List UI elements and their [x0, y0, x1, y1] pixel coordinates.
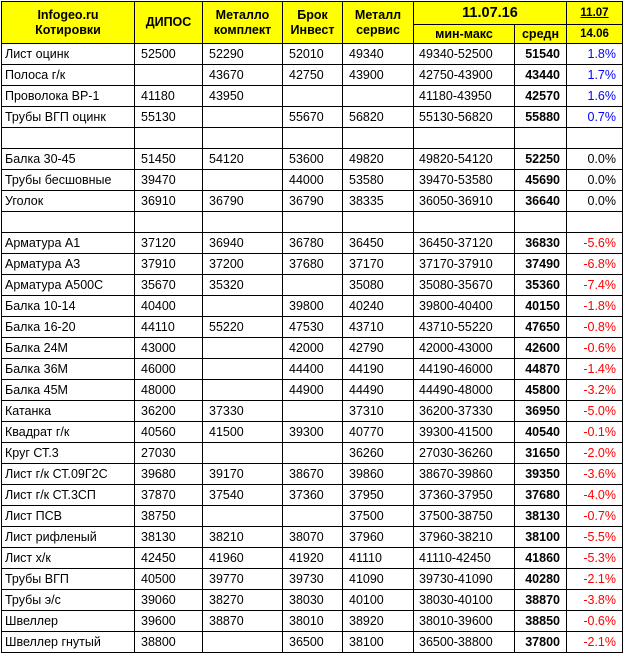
table-row: [2, 569, 623, 590]
product-name-cell: Круг СТ.3: [2, 443, 135, 464]
price-avg-cell: 37680: [515, 485, 567, 506]
price-brokinvest-cell: 36500: [283, 632, 343, 653]
price-metallokomplekt-cell: 41960: [203, 548, 283, 569]
spacer-row: [2, 212, 623, 233]
price-range-cell: 43710-55220: [414, 317, 515, 338]
table-row: [2, 611, 623, 632]
price-metallokomplekt-cell: 37330: [203, 401, 283, 422]
prev-date-header-top: 11.07: [567, 2, 623, 25]
price-brokinvest-cell: 37360: [283, 485, 343, 506]
product-name-cell: Арматура А3: [2, 254, 135, 275]
table-row: [2, 275, 623, 296]
change-cell: -1.8%: [567, 296, 623, 317]
price-brokinvest-cell: 42750: [283, 65, 343, 86]
price-range-cell: 49340-52500: [414, 44, 515, 65]
col-header-diposs: ДИПОС: [135, 2, 203, 44]
empty-cell: [414, 212, 515, 233]
price-metallservis-cell: 37960: [343, 527, 414, 548]
empty-cell: [283, 128, 343, 149]
table-row: [2, 527, 623, 548]
col-header-metallservis: Металл сервис: [343, 2, 414, 44]
change-cell: -0.8%: [567, 317, 623, 338]
price-range-cell: 27030-36260: [414, 443, 515, 464]
brand-name: Infogeo.ru: [37, 7, 99, 22]
table-row: [2, 401, 623, 422]
change-cell: -5.0%: [567, 401, 623, 422]
price-avg-cell: 40280: [515, 569, 567, 590]
change-cell: -4.0%: [567, 485, 623, 506]
change-cell: 0.0%: [567, 191, 623, 212]
price-brokinvest-cell: [283, 443, 343, 464]
price-brokinvest-cell: 47530: [283, 317, 343, 338]
price-metallservis-cell: 43710: [343, 317, 414, 338]
table-row: [2, 296, 623, 317]
change-cell: -2.1%: [567, 569, 623, 590]
price-brokinvest-cell: 38070: [283, 527, 343, 548]
col-header-minmax: мин-макс: [414, 25, 515, 44]
price-metallokomplekt-cell: [203, 107, 283, 128]
price-avg-cell: 35360: [515, 275, 567, 296]
empty-cell: [203, 128, 283, 149]
product-name-cell: Балка 10-14: [2, 296, 135, 317]
price-brokinvest-cell: [283, 86, 343, 107]
price-diposs-cell: 46000: [135, 359, 203, 380]
price-metallservis-cell: 39860: [343, 464, 414, 485]
price-avg-cell: 37800: [515, 632, 567, 653]
price-metallokomplekt-cell: [203, 170, 283, 191]
product-name-cell: Лист г/к СТ.3СП: [2, 485, 135, 506]
price-metallokomplekt-cell: 38870: [203, 611, 283, 632]
price-diposs-cell: 38130: [135, 527, 203, 548]
product-name-cell: Лист ПСВ: [2, 506, 135, 527]
price-diposs-cell: 35670: [135, 275, 203, 296]
table-row: [2, 422, 623, 443]
empty-cell: [343, 212, 414, 233]
table-row: [2, 338, 623, 359]
price-brokinvest-cell: [283, 275, 343, 296]
price-diposs-cell: 51450: [135, 149, 203, 170]
product-name-cell: Лист г/к СТ.09Г2С: [2, 464, 135, 485]
table-row: [2, 65, 623, 86]
product-name-cell: Балка 30-45: [2, 149, 135, 170]
price-range-cell: 36200-37330: [414, 401, 515, 422]
price-range-cell: 44190-46000: [414, 359, 515, 380]
price-brokinvest-cell: 39730: [283, 569, 343, 590]
price-diposs-cell: 36200: [135, 401, 203, 422]
table-row: [2, 359, 623, 380]
price-brokinvest-cell: [283, 401, 343, 422]
product-name-cell: Балка 36М: [2, 359, 135, 380]
price-metallservis-cell: 38100: [343, 632, 414, 653]
empty-cell: [135, 128, 203, 149]
product-name-cell: Балка 16-20: [2, 317, 135, 338]
price-diposs-cell: 41180: [135, 86, 203, 107]
product-name-cell: Арматура А1: [2, 233, 135, 254]
date-header: 11.07.16: [414, 2, 567, 25]
price-range-cell: 39730-41090: [414, 569, 515, 590]
price-range-cell: 36450-37120: [414, 233, 515, 254]
price-range-cell: 35080-35670: [414, 275, 515, 296]
change-cell: -5.5%: [567, 527, 623, 548]
price-avg-cell: 36950: [515, 401, 567, 422]
price-metallokomplekt-cell: 54120: [203, 149, 283, 170]
price-avg-cell: 45800: [515, 380, 567, 401]
price-diposs-cell: 40500: [135, 569, 203, 590]
table-row: [2, 548, 623, 569]
price-diposs-cell: 37870: [135, 485, 203, 506]
price-avg-cell: 44870: [515, 359, 567, 380]
change-cell: 0.7%: [567, 107, 623, 128]
price-diposs-cell: 43000: [135, 338, 203, 359]
price-range-cell: 42000-43000: [414, 338, 515, 359]
price-metallokomplekt-cell: [203, 632, 283, 653]
product-name-cell: Полоса г/к: [2, 65, 135, 86]
price-diposs-cell: 52500: [135, 44, 203, 65]
price-diposs-cell: 38750: [135, 506, 203, 527]
empty-cell: [515, 212, 567, 233]
price-diposs-cell: 38800: [135, 632, 203, 653]
empty-cell: [515, 128, 567, 149]
price-avg-cell: 38100: [515, 527, 567, 548]
change-cell: -1.4%: [567, 359, 623, 380]
table-row: [2, 170, 623, 191]
price-metallokomplekt-cell: 55220: [203, 317, 283, 338]
price-metallokomplekt-cell: 38270: [203, 590, 283, 611]
table-row: [2, 632, 623, 653]
price-avg-cell: 40150: [515, 296, 567, 317]
change-cell: -3.8%: [567, 590, 623, 611]
table-row: [2, 590, 623, 611]
empty-cell: [203, 212, 283, 233]
price-brokinvest-cell: 36790: [283, 191, 343, 212]
empty-cell: [2, 212, 135, 233]
price-avg-cell: 55880: [515, 107, 567, 128]
change-cell: -0.1%: [567, 422, 623, 443]
price-range-cell: 37360-37950: [414, 485, 515, 506]
change-cell: -5.3%: [567, 548, 623, 569]
price-range-cell: 41110-42450: [414, 548, 515, 569]
brand-subtitle: Котировки: [35, 22, 101, 37]
spacer-row: [2, 128, 623, 149]
price-metallokomplekt-cell: 38210: [203, 527, 283, 548]
product-name-cell: Арматура А500С: [2, 275, 135, 296]
product-name-cell: Трубы ВГП: [2, 569, 135, 590]
price-diposs-cell: 39470: [135, 170, 203, 191]
price-avg-cell: 43440: [515, 65, 567, 86]
table-row: [2, 506, 623, 527]
price-range-cell: 38010-39600: [414, 611, 515, 632]
product-name-cell: Балка 24М: [2, 338, 135, 359]
price-avg-cell: 38850: [515, 611, 567, 632]
empty-cell: [135, 212, 203, 233]
price-metallservis-cell: 41110: [343, 548, 414, 569]
price-metallokomplekt-cell: [203, 296, 283, 317]
change-cell: -5.6%: [567, 233, 623, 254]
price-range-cell: 49820-54120: [414, 149, 515, 170]
price-brokinvest-cell: 55670: [283, 107, 343, 128]
price-diposs-cell: 37120: [135, 233, 203, 254]
price-diposs-cell: 36910: [135, 191, 203, 212]
price-avg-cell: 42600: [515, 338, 567, 359]
table-row: [2, 464, 623, 485]
price-range-cell: 37500-38750: [414, 506, 515, 527]
product-name-cell: Трубы ВГП оцинк: [2, 107, 135, 128]
price-range-cell: 41180-43950: [414, 86, 515, 107]
price-metallservis-cell: 56820: [343, 107, 414, 128]
price-metallokomplekt-cell: [203, 359, 283, 380]
table-row: [2, 149, 623, 170]
price-metallokomplekt-cell: 43670: [203, 65, 283, 86]
change-cell: -3.2%: [567, 380, 623, 401]
table-row: [2, 380, 623, 401]
price-range-cell: 36500-38800: [414, 632, 515, 653]
price-brokinvest-cell: 39300: [283, 422, 343, 443]
empty-cell: [414, 128, 515, 149]
price-diposs-cell: [135, 65, 203, 86]
price-diposs-cell: 55130: [135, 107, 203, 128]
product-name-cell: Лист оцинк: [2, 44, 135, 65]
table-row: [2, 485, 623, 506]
table-row: [2, 107, 623, 128]
price-avg-cell: 39350: [515, 464, 567, 485]
price-metallservis-cell: 42790: [343, 338, 414, 359]
price-metallservis-cell: 40100: [343, 590, 414, 611]
price-range-cell: 37960-38210: [414, 527, 515, 548]
product-name-cell: Лист х/к: [2, 548, 135, 569]
change-cell: -2.1%: [567, 632, 623, 653]
price-metallservis-cell: 37170: [343, 254, 414, 275]
price-range-cell: 38030-40100: [414, 590, 515, 611]
price-metallservis-cell: 44190: [343, 359, 414, 380]
table-row: [2, 317, 623, 338]
price-avg-cell: 36830: [515, 233, 567, 254]
price-metallokomplekt-cell: 39770: [203, 569, 283, 590]
change-cell: -0.6%: [567, 338, 623, 359]
price-metallservis-cell: 49820: [343, 149, 414, 170]
change-cell: 1.7%: [567, 65, 623, 86]
col-header-avg: средн: [515, 25, 567, 44]
product-name-cell: Трубы бесшовные: [2, 170, 135, 191]
price-brokinvest-cell: 44000: [283, 170, 343, 191]
change-cell: 1.8%: [567, 44, 623, 65]
price-metallservis-cell: 41090: [343, 569, 414, 590]
price-metallservis-cell: 36260: [343, 443, 414, 464]
change-cell: 0.0%: [567, 170, 623, 191]
empty-cell: [2, 128, 135, 149]
price-avg-cell: 52250: [515, 149, 567, 170]
price-metallservis-cell: 40240: [343, 296, 414, 317]
price-diposs-cell: 37910: [135, 254, 203, 275]
price-metallokomplekt-cell: 52290: [203, 44, 283, 65]
change-cell: -2.0%: [567, 443, 623, 464]
price-metallokomplekt-cell: 36940: [203, 233, 283, 254]
price-brokinvest-cell: 38670: [283, 464, 343, 485]
table-row: [2, 443, 623, 464]
price-brokinvest-cell: 36780: [283, 233, 343, 254]
price-brokinvest-cell: [283, 506, 343, 527]
change-cell: -3.6%: [567, 464, 623, 485]
price-metallokomplekt-cell: 43950: [203, 86, 283, 107]
price-range-cell: 37170-37910: [414, 254, 515, 275]
price-avg-cell: 36640: [515, 191, 567, 212]
price-brokinvest-cell: 42000: [283, 338, 343, 359]
price-metallservis-cell: 44490: [343, 380, 414, 401]
price-avg-cell: 47650: [515, 317, 567, 338]
price-metallokomplekt-cell: 37540: [203, 485, 283, 506]
price-metallservis-cell: 35080: [343, 275, 414, 296]
price-avg-cell: 38130: [515, 506, 567, 527]
price-brokinvest-cell: 39800: [283, 296, 343, 317]
price-metallservis-cell: 37500: [343, 506, 414, 527]
price-diposs-cell: 42450: [135, 548, 203, 569]
price-range-cell: 44490-48000: [414, 380, 515, 401]
price-metallokomplekt-cell: 35320: [203, 275, 283, 296]
change-cell: -6.8%: [567, 254, 623, 275]
price-metallservis-cell: 37310: [343, 401, 414, 422]
col-header-metallokomplekt: Металло комплект: [203, 2, 283, 44]
empty-cell: [283, 212, 343, 233]
change-cell: 1.6%: [567, 86, 623, 107]
price-brokinvest-cell: 44400: [283, 359, 343, 380]
quotes-table: [1, 1, 623, 653]
price-brokinvest-cell: 37680: [283, 254, 343, 275]
price-metallokomplekt-cell: [203, 338, 283, 359]
price-avg-cell: 42570: [515, 86, 567, 107]
price-avg-cell: 51540: [515, 44, 567, 65]
price-brokinvest-cell: 38030: [283, 590, 343, 611]
price-metallservis-cell: 36450: [343, 233, 414, 254]
product-name-cell: Катанка: [2, 401, 135, 422]
price-metallokomplekt-cell: [203, 380, 283, 401]
product-name-cell: Швеллер гнутый: [2, 632, 135, 653]
price-metallservis-cell: 43900: [343, 65, 414, 86]
price-avg-cell: 31650: [515, 443, 567, 464]
price-metallservis-cell: 40770: [343, 422, 414, 443]
price-diposs-cell: 40400: [135, 296, 203, 317]
price-metallservis-cell: 38920: [343, 611, 414, 632]
price-metallokomplekt-cell: 39170: [203, 464, 283, 485]
price-brokinvest-cell: 52010: [283, 44, 343, 65]
table-body: [2, 44, 623, 653]
price-diposs-cell: 39060: [135, 590, 203, 611]
change-cell: -0.6%: [567, 611, 623, 632]
product-name-cell: Проволока ВР-1: [2, 86, 135, 107]
product-name-cell: Балка 45М: [2, 380, 135, 401]
empty-cell: [567, 212, 623, 233]
price-range-cell: 55130-56820: [414, 107, 515, 128]
price-avg-cell: 38870: [515, 590, 567, 611]
table-row: [2, 44, 623, 65]
price-metallokomplekt-cell: 41500: [203, 422, 283, 443]
price-metallokomplekt-cell: 37200: [203, 254, 283, 275]
product-name-cell: Швеллер: [2, 611, 135, 632]
price-diposs-cell: 39600: [135, 611, 203, 632]
price-diposs-cell: 39680: [135, 464, 203, 485]
price-metallservis-cell: 49340: [343, 44, 414, 65]
product-name-cell: Лист рифленый: [2, 527, 135, 548]
change-cell: -0.7%: [567, 506, 623, 527]
price-range-cell: 38670-39860: [414, 464, 515, 485]
price-diposs-cell: 48000: [135, 380, 203, 401]
price-metallokomplekt-cell: [203, 443, 283, 464]
empty-cell: [343, 128, 414, 149]
price-avg-cell: 45690: [515, 170, 567, 191]
price-brokinvest-cell: 41920: [283, 548, 343, 569]
price-range-cell: 36050-36910: [414, 191, 515, 212]
price-diposs-cell: 27030: [135, 443, 203, 464]
table-row: [2, 233, 623, 254]
price-range-cell: 39300-41500: [414, 422, 515, 443]
price-range-cell: 42750-43900: [414, 65, 515, 86]
change-cell: -7.4%: [567, 275, 623, 296]
price-range-cell: 39470-53580: [414, 170, 515, 191]
product-name-cell: Квадрат г/к: [2, 422, 135, 443]
price-avg-cell: 40540: [515, 422, 567, 443]
price-metallservis-cell: 37950: [343, 485, 414, 506]
price-brokinvest-cell: 44900: [283, 380, 343, 401]
price-metallservis-cell: 38335: [343, 191, 414, 212]
table-row: [2, 254, 623, 275]
price-metallokomplekt-cell: [203, 506, 283, 527]
price-metallservis-cell: 53580: [343, 170, 414, 191]
price-metallservis-cell: [343, 86, 414, 107]
product-name-cell: Трубы э/с: [2, 590, 135, 611]
table-row: [2, 86, 623, 107]
col-header-brokinvest: Брок Инвест: [283, 2, 343, 44]
empty-cell: [567, 128, 623, 149]
table-header: [2, 2, 623, 44]
table-row: [2, 191, 623, 212]
price-metallokomplekt-cell: 36790: [203, 191, 283, 212]
product-name-cell: Уголок: [2, 191, 135, 212]
price-avg-cell: 37490: [515, 254, 567, 275]
price-diposs-cell: 40560: [135, 422, 203, 443]
prev-date-header-bottom: 14.06: [567, 25, 623, 44]
price-brokinvest-cell: 38010: [283, 611, 343, 632]
change-cell: 0.0%: [567, 149, 623, 170]
price-range-cell: 39800-40400: [414, 296, 515, 317]
brand-header-cell: [2, 2, 135, 44]
price-brokinvest-cell: 53600: [283, 149, 343, 170]
price-avg-cell: 41860: [515, 548, 567, 569]
price-diposs-cell: 44110: [135, 317, 203, 338]
